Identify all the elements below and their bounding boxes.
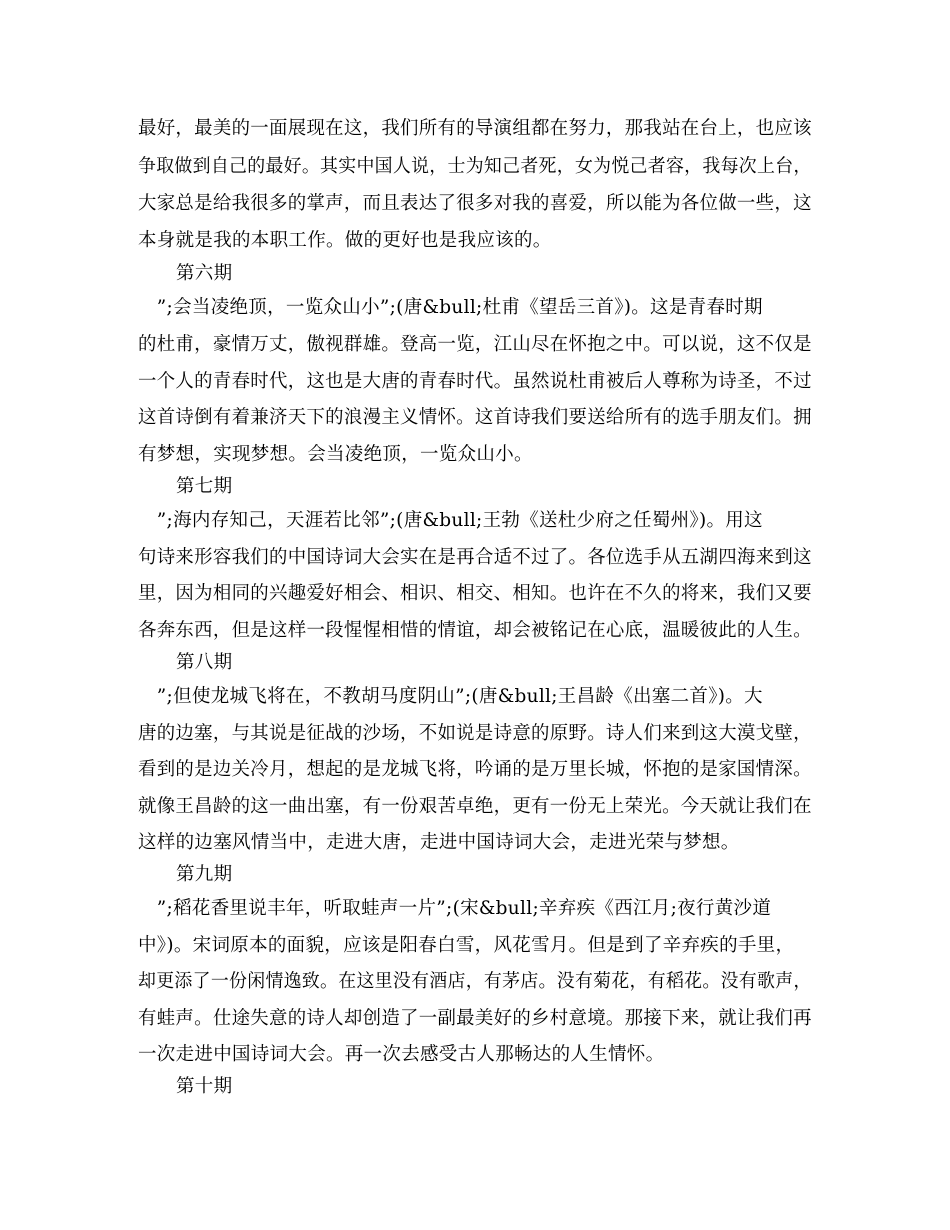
body-text-line: 有蛙声。仕途失意的诗人却创造了一副最美好的乡村意境。那接下来，就让我们再	[138, 1008, 812, 1029]
body-text-line: ”;海内存知己，天涯若比邻”;(唐&bull;王勃《送杜少府之任蜀州》)。用这	[138, 510, 763, 531]
section-heading: 第七期	[176, 476, 233, 497]
body-text-line: 句诗来形容我们的中国诗词大会实在是再合适不过了。各位选手从五湖四海来到这	[138, 547, 812, 568]
body-text-line: 最好，最美的一面展现在这，我们所有的导演组都在努力，那我站在台上，也应该	[138, 118, 812, 139]
body-text-line: ”;稻花香里说丰年，听取蛙声一片”;(宋&bull;辛弃疾《西江月;夜行黄沙道	[138, 898, 772, 919]
body-text-line: 有梦想，实现梦想。会当凌绝顶，一览众山小。	[138, 444, 533, 465]
body-text-line: 一个人的青春时代，这也是大唐的青春时代。虽然说杜甫被后人尊称为诗圣，不过	[138, 371, 812, 392]
body-text-line: 就像王昌龄的这一曲出塞，有一份艰苦卓绝，更有一份无上荣光。今天就让我们在	[138, 796, 812, 817]
body-text-line: 本身就是我的本职工作。做的更好也是我应该的。	[138, 230, 552, 251]
body-text-line: 争取做到自己的最好。其实中国人说，士为知己者死，女为悦己者容，我每次上台，	[138, 156, 812, 177]
body-text-line: 中》)。宋词原本的面貌，应该是阳春白雪，风花雪月。但是到了辛弃疾的手里，	[138, 935, 795, 956]
body-text-line: ”;会当凌绝顶，一览众山小”;(唐&bull;杜甫《望岳三首》)。这是青春时期	[138, 297, 763, 318]
body-text-line: 大家总是给我很多的掌声，而且表达了很多对我的喜爱，所以能为各位做一些，这	[138, 193, 812, 214]
body-text-line: 却更添了一份闲情逸致。在这里没有酒店，有茅店。没有菊花，有稻花。没有歌声，	[138, 971, 812, 992]
body-text-line: 唐的边塞，与其说是征战的沙场，不如说是诗意的原野。诗人们来到这大漠戈壁，	[138, 723, 812, 744]
body-text-line: ”;但使龙城飞将在，不教胡马度阴山”;(唐&bull;王昌龄《出塞二首》)。大	[138, 686, 763, 707]
body-text-line: 里，因为相同的兴趣爱好相会、相识、相交、相知。也许在不久的将来，我们又要	[138, 583, 812, 604]
body-text-line: 各奔东西，但是这样一段惺惺相惜的情谊，却会被铭记在心底，温暖彼此的人生。	[138, 620, 812, 641]
body-text-line: 看到的是边关冷月，想起的是龙城飞将，吟诵的是万里长城，怀抱的是家国情深。	[138, 759, 812, 780]
body-text-line: 这首诗倒有着兼济天下的浪漫主义情怀。这首诗我们要送给所有的选手朋友们。拥	[138, 407, 812, 428]
section-heading: 第八期	[176, 652, 233, 673]
body-text-line: 的杜甫，豪情万丈，傲视群雄。登高一览，江山尽在怀抱之中。可以说，这不仅是	[138, 334, 812, 355]
section-heading: 第九期	[176, 864, 233, 885]
section-heading: 第十期	[176, 1076, 233, 1097]
body-text-line: 这样的边塞风情当中，走进大唐，走进中国诗词大会，走进光荣与梦想。	[138, 832, 740, 853]
section-heading: 第六期	[176, 263, 233, 284]
body-text-line: 一次走进中国诗词大会。再一次去感受古人那畅达的人生情怀。	[138, 1044, 665, 1065]
